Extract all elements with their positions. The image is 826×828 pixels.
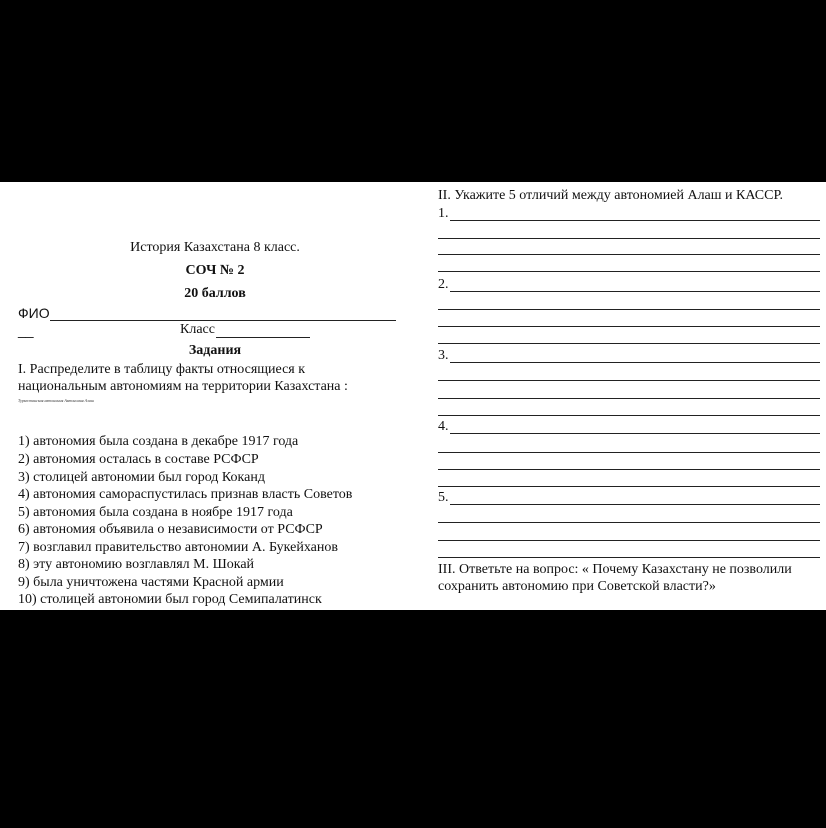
answer-line[interactable] xyxy=(438,309,820,310)
answer-line[interactable] xyxy=(438,254,820,255)
answer-line[interactable] xyxy=(438,326,820,327)
task3-line2: сохранить автономию при Советской власти?» xyxy=(438,579,716,594)
answer-number: 4. xyxy=(438,419,449,434)
dash-mark: __ xyxy=(18,322,34,338)
answer-line[interactable] xyxy=(450,504,820,505)
answer-line[interactable] xyxy=(438,469,820,470)
task1-line2: национальным автономиям на территории Казахстана : xyxy=(18,379,348,394)
class-field[interactable] xyxy=(216,337,310,338)
answer-line[interactable] xyxy=(438,271,820,272)
class-label: Класс xyxy=(180,322,215,337)
answer-line[interactable] xyxy=(438,486,820,487)
fact-item: 10) столицей автономии был город Семипалатинск xyxy=(18,592,322,607)
fact-item: 1) автономия была создана в декабре 1917 года xyxy=(18,434,299,449)
fact-item: 9) была уничтожена частями Красной армии xyxy=(18,575,284,590)
fact-item: 3) столицей автономии был город Коканд xyxy=(18,470,265,485)
answer-number: 1. xyxy=(438,206,449,221)
answer-line[interactable] xyxy=(438,398,820,399)
fact-item: 6) автономия объявила о независимости от РСФСР xyxy=(18,522,323,537)
answer-line[interactable] xyxy=(438,238,820,239)
fact-item: 2) автономия осталась в составе РСФСР xyxy=(18,452,259,467)
fact-item: 4) автономия самораспустилась признав власть Советов xyxy=(18,487,353,502)
answer-line[interactable] xyxy=(438,343,820,344)
table-header: Туркестанская автономия Автономия Алаш xyxy=(18,398,94,403)
answer-line[interactable] xyxy=(450,291,820,292)
task3-line1: III. Ответьте на вопрос: « Почему Казахстану не позволили xyxy=(438,562,792,577)
answer-line[interactable] xyxy=(438,415,820,416)
fact-item: 8) эту автономию возглавлял М. Шокай xyxy=(18,557,255,572)
answer-line[interactable] xyxy=(450,362,820,363)
fact-item: 7) возглавил правительство автономии А. Букейханов xyxy=(18,540,338,555)
answer-number: 3. xyxy=(438,348,449,363)
answer-line[interactable] xyxy=(438,557,820,558)
task1-line1: I. Распределите в таблицу факты относящиеся к xyxy=(18,362,306,377)
answer-line[interactable] xyxy=(438,452,820,453)
answer-line[interactable] xyxy=(438,380,820,381)
answer-number: 2. xyxy=(438,277,449,292)
answer-line[interactable] xyxy=(450,220,820,221)
tasks-heading: Задания xyxy=(188,343,242,358)
fact-item: 5) автономия была создана в ноябре 1917 года xyxy=(18,505,293,520)
worksheet-page xyxy=(0,182,826,610)
answer-line[interactable] xyxy=(438,522,820,523)
task2-title: II. Укажите 5 отличий между автономией Алаш и КАССР. xyxy=(438,188,784,203)
answer-number: 5. xyxy=(438,490,449,505)
worksheet-subtitle: СОЧ № 2 xyxy=(185,263,245,278)
answer-line[interactable] xyxy=(438,540,820,541)
fio-label: ФИО xyxy=(18,305,50,321)
fio-field[interactable] xyxy=(50,320,396,321)
worksheet-points: 20 баллов xyxy=(184,286,246,301)
answer-line[interactable] xyxy=(450,433,820,434)
worksheet-title: История Казахстана 8 класс. xyxy=(130,240,300,255)
